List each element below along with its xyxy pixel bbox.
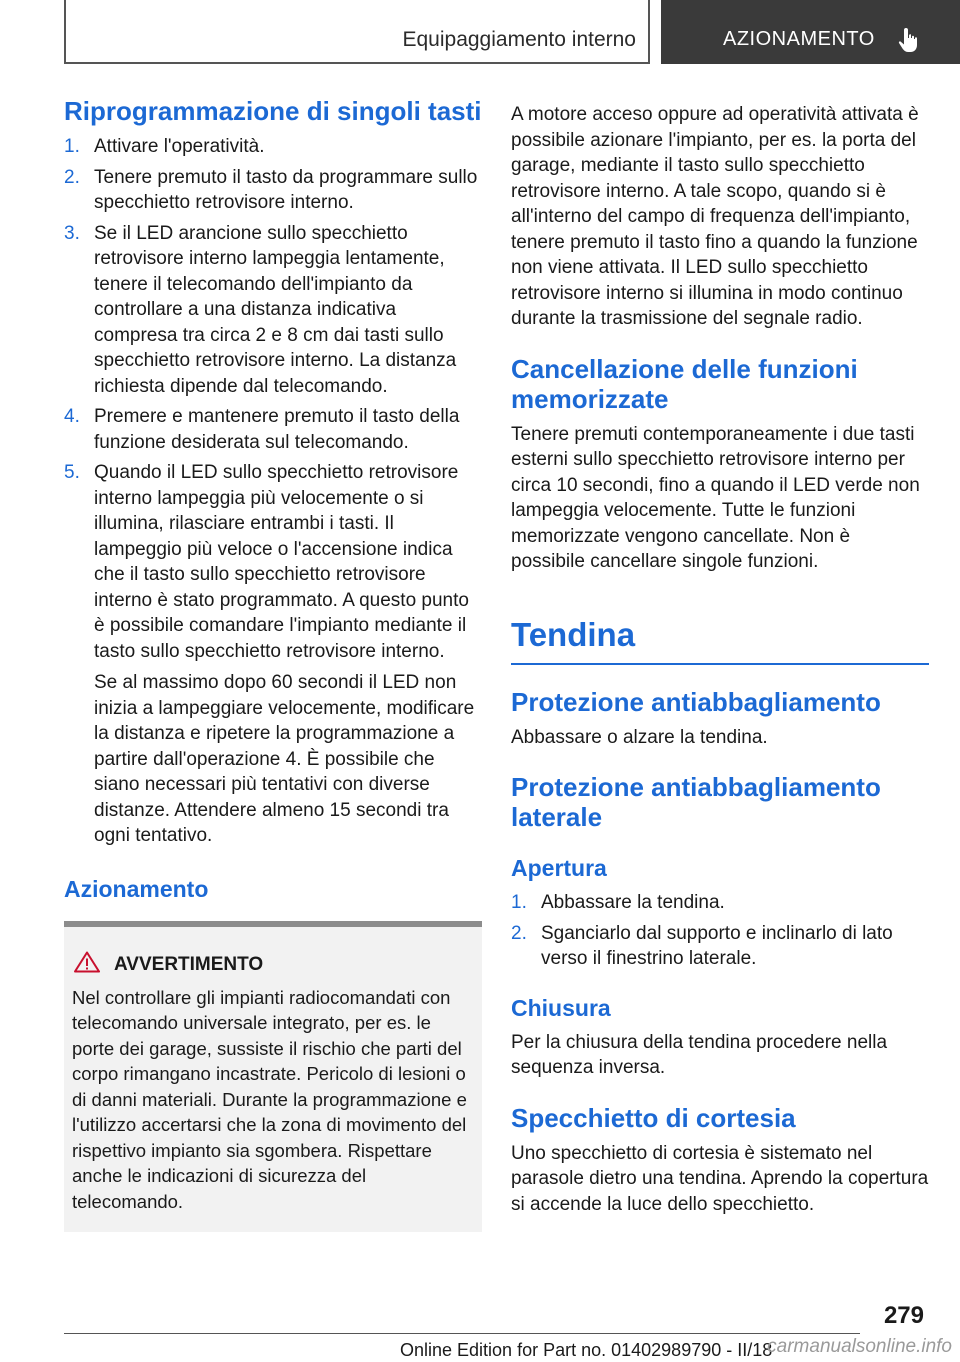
hand-pointer-icon	[897, 26, 921, 59]
right-column	[511, 96, 929, 1217]
step-number: 5.	[64, 462, 80, 483]
apertura-steps	[511, 890, 929, 972]
protezione-heading: Protezione antiabbagliamento	[511, 686, 881, 717]
warning-title-row	[72, 951, 474, 979]
list-item	[64, 165, 482, 216]
header-section-box	[64, 0, 650, 64]
header-section-title: Equipaggiamento interno	[402, 28, 636, 51]
azionamento-intro: A motore acceso oppure ad operatività attivata è possibile azionare l'impianto, per es. la porta del garage, mediante il tasto sullo specchietto retrovisore interno. A tale scopo, quando si è all'interno del campo di frequenza dell'impianto, tenere premuto il tasto fino a quando la funzione non viene attivata. Il LED sullo specchietto retrovisore interno si illumina in modo continuo durante la trasmissione del segnale radio.	[511, 104, 919, 329]
chiusura-text: Per la chiusura della tendina procedere nella sequenza inversa.	[511, 1031, 888, 1078]
list-item	[511, 921, 929, 972]
warning-triangle-icon	[74, 951, 114, 979]
apertura-heading: Apertura	[511, 855, 607, 881]
page-header	[0, 0, 960, 66]
list-item	[64, 460, 482, 849]
step-number: 1.	[511, 892, 527, 913]
warning-text: Nel controllare gli impianti radiocomandati con telecomando universale integrato, per es. le porte dei garage, sussiste il rischio che parti del corpo rimangano incastrate. Pericolo di lesioni o di danni materiali. Durante la programmazione e l'utilizzo accertarsi che la zona di movimento del rispettivo impianto sia sgombera. Rispettare anche le indicazioni di sicurezza del telecomando.	[72, 986, 467, 1212]
step-continuation: Se al massimo dopo 60 secondi il LED non inizia a lampeggiare velocemente, modificare la distanza e ripetere la programmazione a partire dall'operazione 4. È possibile che siano necessari più tentativi con diverse distanze. Attendere almeno 15 secondi tra ogni tentativo.	[94, 672, 475, 846]
left-column	[64, 96, 482, 1232]
footer-edition: Online Edition for Part no. 01402989790 - II/18	[400, 1340, 773, 1360]
cancellazione-heading: Cancellazione delle funzioni memorizzate	[511, 353, 858, 414]
step-number: 1.	[64, 136, 80, 157]
step-text: Quando il LED sullo specchietto retrovisore interno lampeggia più velocemente o si illumina, rilasciare entrambi i tasti. Il lampeggio più veloce o l'accensione indica che il tasto sullo specchietto retrovisore interno è stato programmato. A questo punto è possibile comandare l'impianto mediante il tasto sullo specchietto retrovisore interno.	[94, 462, 469, 662]
list-item	[511, 890, 929, 916]
azionamento-heading: Azionamento	[64, 875, 209, 902]
cancellazione-text: Tenere premuti contemporaneamente i due tasti esterni sullo specchietto retrovisore interno per circa 10 secondi, fino a quando il LED verde non lampeggia velocemente. Tutte le funzioni memorizzate vengono cancellate. Non è possibile cancellare singole funzioni.	[511, 423, 920, 572]
protezione-laterale-heading: Protezione antiabbagliamento laterale	[511, 772, 881, 832]
step-text: Tenere premuto il tasto da programmare sullo specchietto retrovisore interno.	[94, 166, 478, 213]
specchietto-text: Uno specchietto di cortesia è sistemato nel parasole dietro una tendina. Aprendo la copertura si accende la luce dello specchietto.	[511, 1142, 929, 1215]
step-text: Abbassare la tendina.	[541, 892, 725, 913]
riprogrammazione-heading: Riprogrammazione di singoli tasti	[64, 96, 482, 126]
watermark: carmanualsonline.info	[767, 1336, 952, 1357]
step-number: 3.	[64, 222, 80, 244]
page-number: 279	[883, 1302, 924, 1329]
list-item	[64, 134, 482, 160]
chiusura-heading: Chiusura	[511, 994, 611, 1021]
step-text: Attivare l'operatività.	[94, 136, 265, 157]
step-text: Premere e mantenere premuto il tasto della funzione desiderata sul telecomando.	[94, 406, 460, 453]
step-number: 2.	[511, 922, 527, 944]
step-number: 4.	[64, 406, 80, 427]
footer-divider	[64, 1333, 860, 1334]
step-number: 2.	[64, 166, 80, 188]
protezione-text: Abbassare o alzare la tendina.	[511, 726, 768, 748]
riprogrammazione-steps	[64, 134, 482, 849]
list-item	[64, 404, 482, 455]
step-text: Sganciarlo dal supporto e inclinarlo di lato verso il finestrino laterale.	[541, 922, 893, 969]
warning-box	[64, 921, 482, 1233]
specchietto-heading: Specchietto di cortesia	[511, 1102, 796, 1133]
warning-title: AVVERTIMENTO	[114, 953, 264, 975]
header-chapter-title: AZIONAMENTO	[723, 28, 875, 50]
list-item	[64, 221, 482, 400]
header-chapter-box	[661, 0, 960, 64]
tendina-heading: Tendina	[511, 615, 929, 665]
step-text: Se il LED arancione sullo specchietto retrovisore interno lampeggia lentamente, tenere il telecomando dell'impianto da controllare a una distanza indicativa compresa tra circa 2 e 8 cm dai tasti sullo specchietto retrovisore interno. La distanza richiesta dipende dal telecomando.	[94, 222, 457, 397]
